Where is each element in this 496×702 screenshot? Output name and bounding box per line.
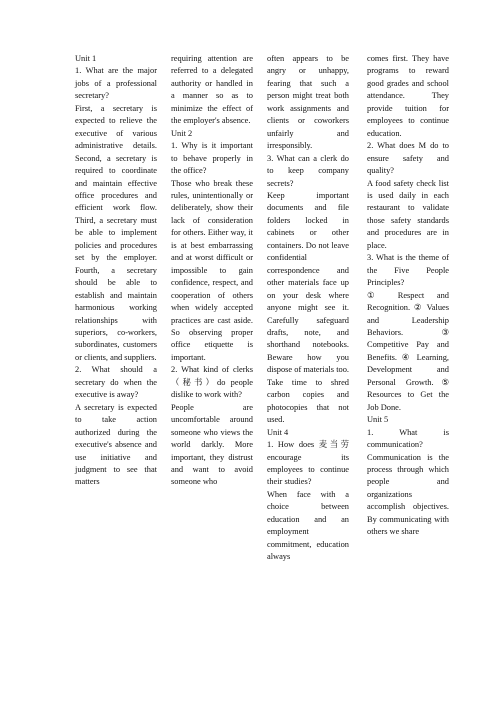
answer: When face with a choice between education and an employment commitment, education always: [267, 489, 349, 562]
question: 3. What can a clerk do to keep company secrets?: [267, 153, 349, 188]
answer-continued: requiring attention are referred to a delegated authority or handled in a manner so as to minimize the effect of the employer's absence.: [171, 54, 253, 126]
text-column-3: [267, 53, 349, 564]
question: 3. What is the theme of the Five People Principles?: [367, 253, 449, 288]
question: 2. What kind of clerks（秘书）do people dislike to work with?: [171, 365, 253, 400]
question: 1. Why is it important to behave properly in the office?: [171, 141, 253, 176]
answer: People are uncomfortable around someone who views the world darkly. More important, they distrust and want to avoid someone who: [171, 402, 253, 487]
question: 1. How does 麦当劳 encourage its employees to continue their studies?: [267, 440, 349, 487]
answer-continued: often appears to be angry or unhappy, fearing that such a person might treat both work assignments and clients or coworkers unfairly and irresponsibly.: [267, 54, 349, 151]
question: 2. What should a secretary do when the executive is away?: [75, 365, 157, 400]
unit-heading: Unit 5: [367, 415, 389, 425]
question: 1. What are the major jobs of a professional secretary?: [75, 66, 157, 101]
text-column-2: [171, 53, 253, 489]
answer: First, a secretary is expected to relieve the executive of various administrative details. Second, a secretary is required to coordinate and maintain effective office procedures and efficient work flow. Third, a secretary must be able to implement policies and procedures set by the employer. Fourth, a secretary should be able to establish and maintain harmonious working relationships with superiors, co-workers, subordinates, customers or clients, and suppliers.: [75, 103, 157, 362]
answer: A food safety check list is used daily in each restaurant to validate those safety standards and procedures are in place.: [367, 178, 449, 250]
unit-heading: Unit 4: [267, 427, 289, 437]
answer: Keep important documents and file folders locked in cabinets or other containers. Do not leave confidential correspondence and other materials face up on your desk where anyone might see it. Carefully safeguard drafts, note, and shorthand notebooks. Beware how you dispose of materials too. Take time to shred carbon copies and photocopies that not used.: [267, 190, 349, 425]
answer: A secretary is expected to take action authorized during the executive's absence and use initiative and judgment to see that matters: [75, 402, 157, 487]
unit-heading: Unit 2: [171, 128, 193, 138]
question: 1. What is communication?: [367, 427, 449, 450]
unit-heading: Unit 1: [75, 54, 97, 63]
text-column-1: [75, 53, 157, 489]
answer: Communication is the process through which people and organizations accomplish objectives. By communicating with others we share: [367, 452, 449, 537]
answer: Those who break these rules, unintentionally or deliberately, show their lack of consideration for others. Either way, it is at best embarrassing and at worst difficult or impossible to gain confidence, respect, and cooperation of others when widely accepted practices are cast aside. So observing proper office etiquette is important.: [171, 178, 253, 362]
question: 2. What does M do to ensure safety and quality?: [367, 141, 449, 176]
answer: ① Respect and Recognition. ② Values and Leadership Behaviors. ③ Competitive Pay and Benefits. ④ Learning, Development and Personal Growth.⑤ Resources to Get the Job Done.: [367, 290, 449, 412]
answer-continued: comes first. They have programs to reward good grades and school attendance. They provide tuition for employees to continue education.: [367, 54, 449, 138]
text-column-4: [367, 53, 449, 539]
